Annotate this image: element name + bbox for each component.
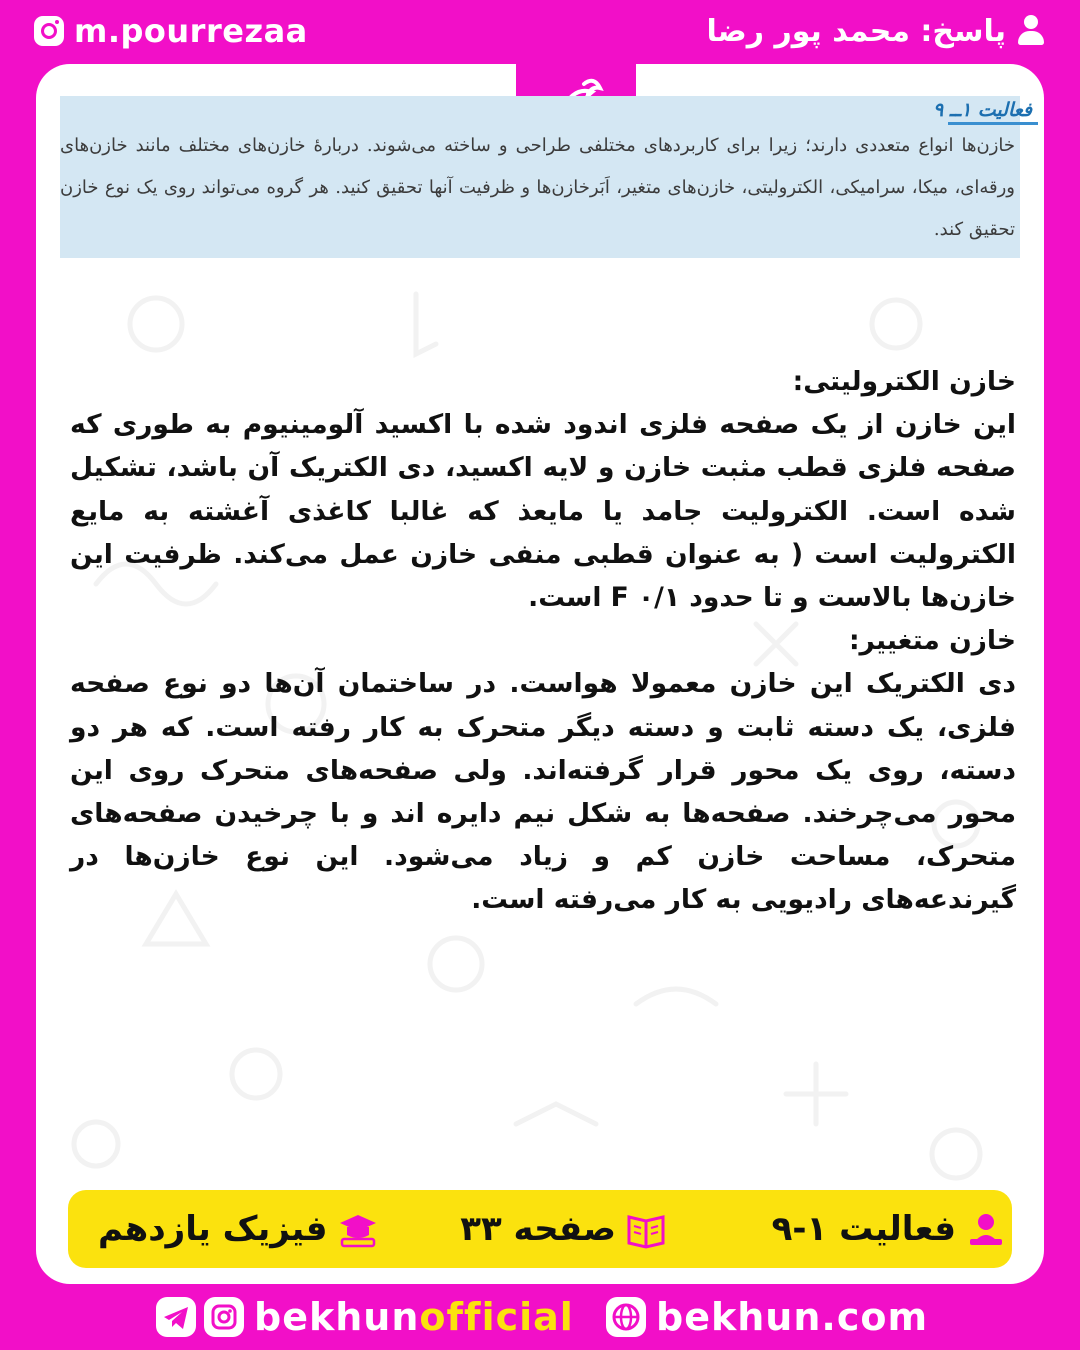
page-label <box>460 1190 666 1268</box>
instagram-icon <box>34 16 64 46</box>
page-text: صفحه ۳۳ <box>460 1209 616 1249</box>
textbook-question-text: خازن‌ها انواع متعددی دارند؛ زیرا برای کاربردهای مختلفی طراحی و ساخته می‌شوند. دربارهٔ خازن‌های مختلف مانند خازن‌های ورقه‌ای، میکا، سرامیکی، الکترولیتی، خازن‌های متغیر، اَبَرخازن‌ها و ظرفیت آنها تحقیق کنید. هر گروه می‌تواند روی یک نوع خازن تحقیق کند. <box>60 135 1015 240</box>
instagram-handle: m.pourrezaa <box>74 12 308 50</box>
graduation-cap-icon <box>338 1209 378 1249</box>
teacher-icon <box>966 1209 1006 1249</box>
electrolytic-paragraph: این خازن از یک صفحه فلزی اندود شده با اکسید آلومینیوم به طوری که صفحه فلزی قطب مثبت خازن و لایه اکسید، دی الکتریک آن باشد، تشکیل شده است. الکترولیت جامد یا مایعذ که غالبا کاغذی آغشته به مایع الکترولیت است ( به عنوان قطبی منفی خازن عمل می‌کند. ظرفیت این خازن‌ها بالاست و تا حدود F ۰/۱ است. <box>70 409 1016 614</box>
subject-text: فیزیک یازدهم <box>98 1209 328 1249</box>
social-handle-part2: official <box>419 1295 574 1339</box>
globe-icon <box>606 1297 646 1337</box>
top-bar <box>0 0 1080 64</box>
instagram-link[interactable] <box>34 8 308 54</box>
website-button[interactable] <box>606 1297 646 1337</box>
variable-title: خازن متغییر: <box>848 625 1016 657</box>
activity-heading: فعالیت ۱ــ ۹ <box>932 99 1032 121</box>
answer-body <box>70 360 1016 922</box>
footer-bar <box>0 1284 1080 1350</box>
info-bar <box>68 1190 1012 1268</box>
variable-paragraph: دی الکتریک این خازن معمولا هواست. در ساختمان آن‌ها دو نوع صفحه فلزی، یک دسته ثابت و دسته دیگر متحرک به کار رفته است. که هر دو دسته، روی یک محور قرار گرفته‌اند. ولی صفحه‌های متحرک روی این محور می‌چرخند. صفحه‌ها به شکل نیم دایره اند و با چرخیدن صفحه‌های متحرک، مساحت خازن کم و زیاد می‌شود. این نوع خازن‌ها در گیرندعه‌های رادیویی به کار می‌رفته است. <box>70 668 1016 916</box>
answer-credit <box>707 8 1047 54</box>
electrolytic-title: خازن الکترولیتی: <box>792 366 1016 397</box>
instagram-footer-button[interactable] <box>204 1297 244 1337</box>
activity-text: فعالیت ۱-۹ <box>771 1209 956 1249</box>
book-icon <box>626 1209 666 1249</box>
user-icon <box>1016 15 1046 47</box>
social-handle-part1: bekhun <box>254 1295 420 1339</box>
telegram-button[interactable] <box>156 1297 196 1337</box>
social-handle[interactable] <box>254 1292 574 1342</box>
instagram-icon <box>204 1297 244 1337</box>
logo-text <box>516 64 517 65</box>
subject-label <box>98 1190 378 1268</box>
activity-label <box>772 1190 1006 1268</box>
telegram-icon <box>156 1297 196 1337</box>
answer-credit-text: پاسخ: محمد پور رضا <box>706 13 1006 49</box>
website-link[interactable]: bekhun.com <box>656 1295 929 1339</box>
